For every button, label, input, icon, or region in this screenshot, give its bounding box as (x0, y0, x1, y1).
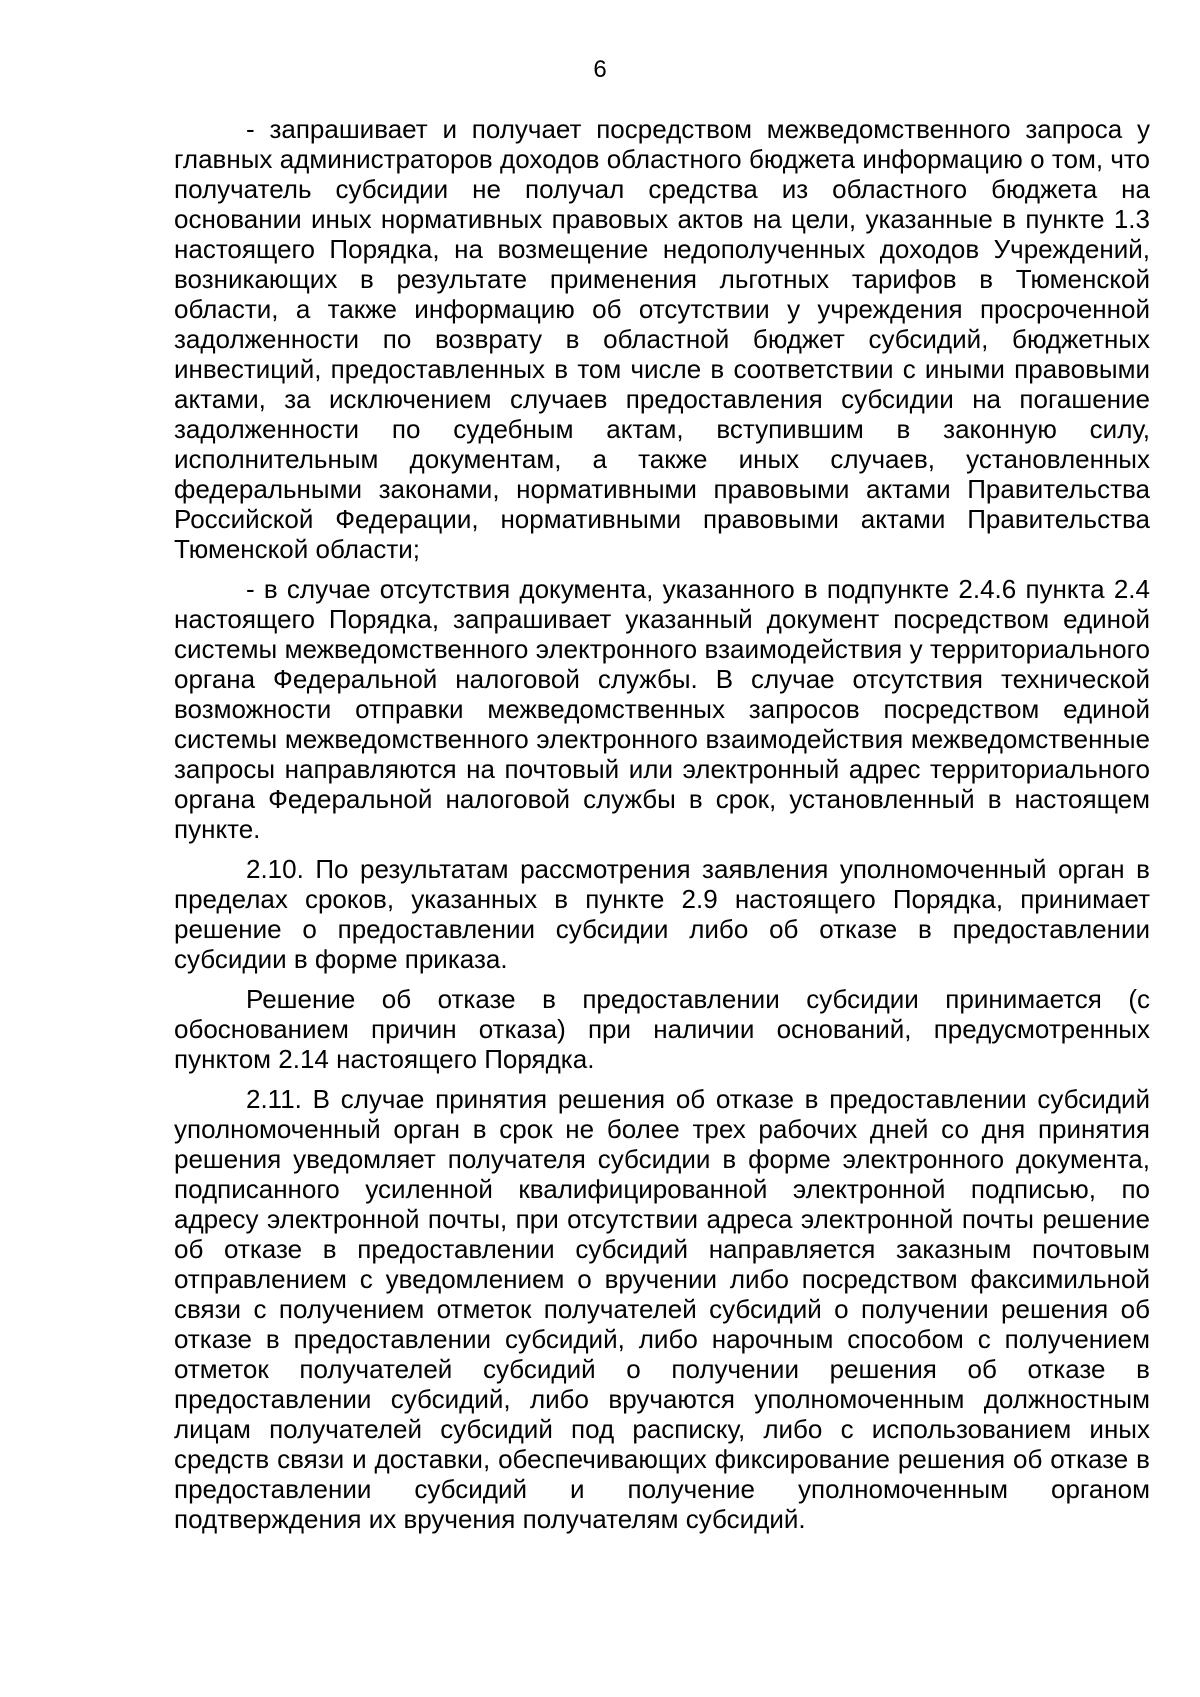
page-number: 6 (593, 56, 607, 83)
paragraph-2-10-decision: 2.10. По результатам рассмотрения заявления уполномоченный орган в пределах сроков, указанных в пункте 2.9 настоящего Порядка, принимает решение о предоставлении субсидии либо об отказе в предоставлении субсидии в форме приказа. (174, 854, 1150, 974)
document-body (174, 114, 1150, 1544)
paragraph-2-11-notification: 2.11. В случае принятия решения об отказе в предоставлении субсидий уполномоченный орган в срок не более трех рабочих дней со дня принятия решения уведомляет получателя субсидии в форме электронного документа, подписанного усиленной квалифицированной электронной подписью, по адресу электронной почты, при отсутствии адреса электронной почты решение об отказе в предоставлении субсидий направляется заказным почтовым отправлением с уведомлением о вручении либо посредством факсимильной связи с получением отметок получателей субсидий о получении решения об отказе в предоставлении субсидий, либо нарочным способом с получением отметок получателей субсидий о получении решения об отказе в предоставлении субсидий, либо вручаются уполномоченным должностным лицам получателей субсидий под расписку, либо с использованием иных средств связи и доставки, обеспечивающих фиксирование решения об отказе в предоставлении субсидий и получение уполномоченным органом подтверждения их вручения получателям субсидий. (174, 1084, 1150, 1534)
paragraph-interagency-request-budget: - запрашивает и получает посредством межведомственного запроса у главных администраторов доходов областного бюджета информацию о том, что получатель субсидии не получал средства из областного бюджета на основании иных нормативных правовых актов на цели, указанные в пункте 1.3 настоящего Порядка, на возмещение недополученных доходов Учреждений, возникающих в результате применения льготных тарифов в Тюменской области, а также информацию об отсутствии у учреждения просроченной задолженности по возврату в областной бюджет субсидий, бюджетных инвестиций, предоставленных в том числе в соответствии с иными правовыми актами, за исключением случаев предоставления субсидии на погашение задолженности по судебным актам, вступившим в законную силу, исполнительным документам, а также иных случаев, установленных федеральными законами, нормативными правовыми актами Правительства Российской Федерации, нормативными правовыми актами Правительства Тюменской области; (174, 114, 1150, 564)
paragraph-refusal-grounds: Решение об отказе в предоставлении субсидии принимается (с обоснованием причин отказа) при наличии оснований, предусмотренных пунктом 2.14 настоящего Порядка. (174, 984, 1150, 1074)
paragraph-interagency-request-tax: - в случае отсутствия документа, указанного в подпункте 2.4.6 пункта 2.4 настоящего Порядка, запрашивает указанный документ посредством единой системы межведомственного электронного взаимодействия у территориального органа Федеральной налоговой службы. В случае отсутствия технической возможности отправки межведомственных запросов посредством единой системы межведомственного электронного взаимодействия межведомственные запросы направляются на почтовый или электронный адрес территориального органа Федеральной налоговой службы в срок, установленный в настоящем пункте. (174, 574, 1150, 844)
